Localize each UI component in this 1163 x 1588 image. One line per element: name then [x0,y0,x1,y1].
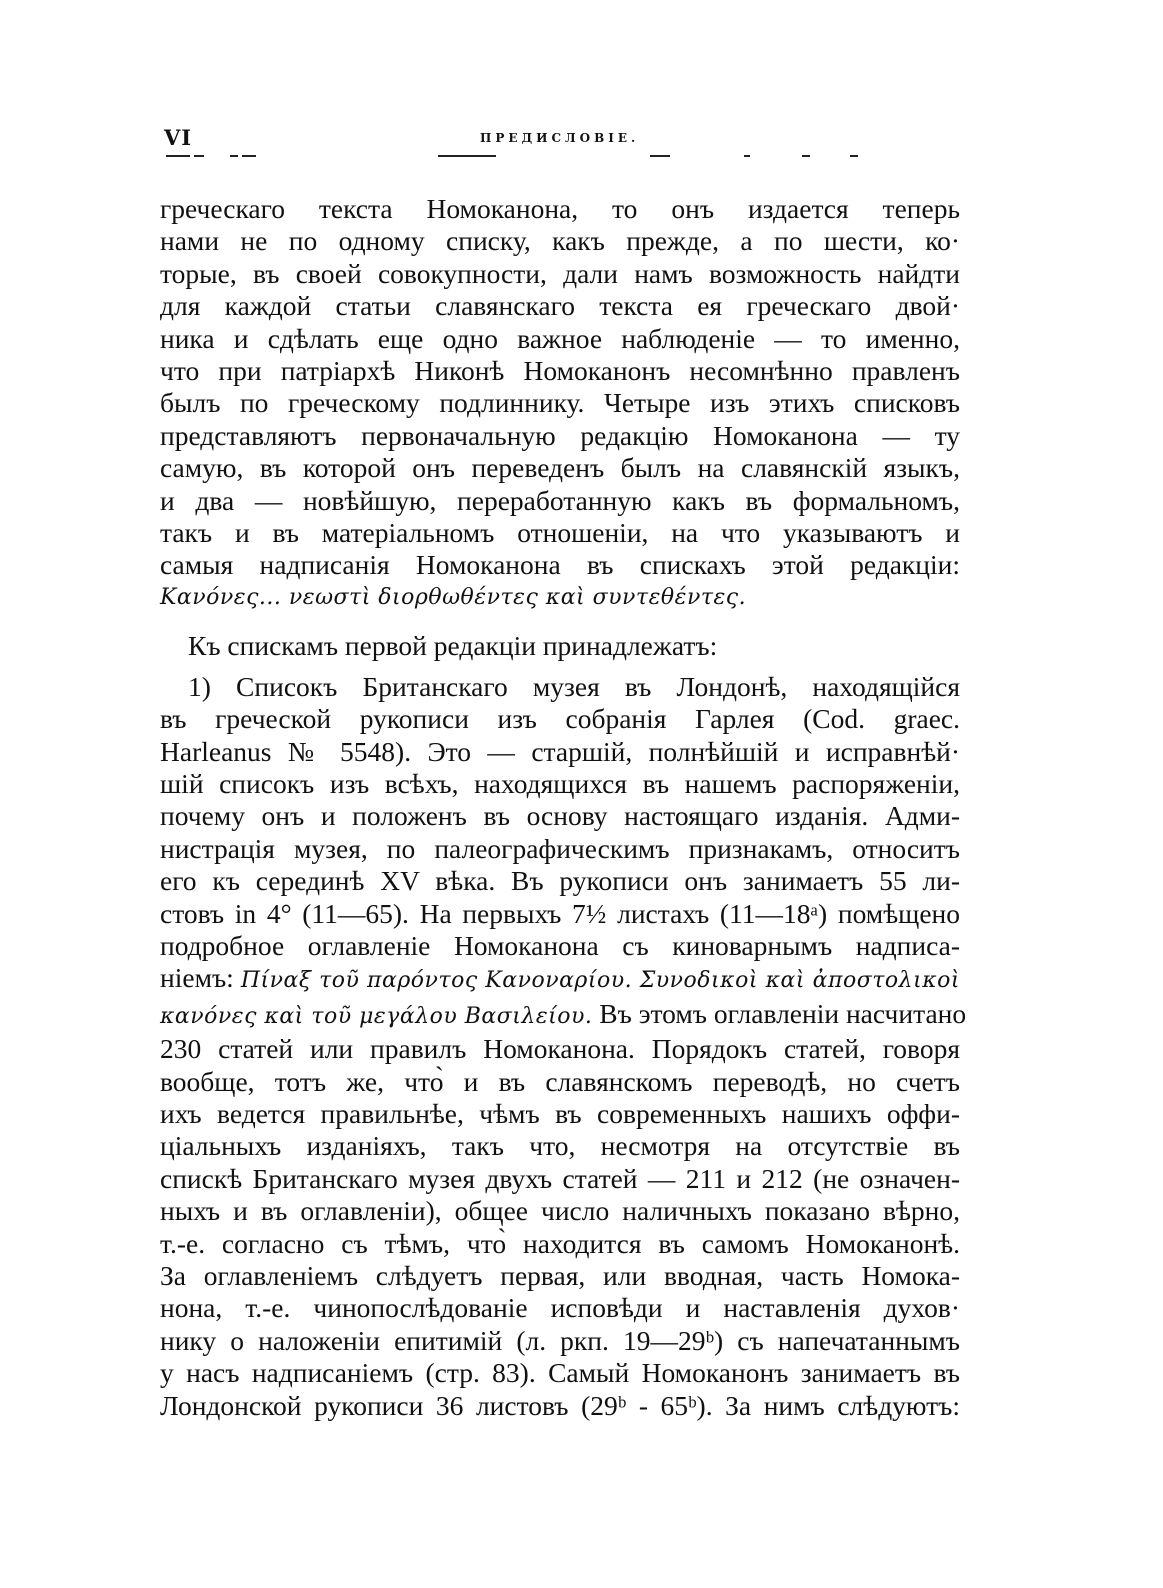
text-line: торые, въ своей совокупности, дали намъ возможность найдти [160,257,960,289]
mixed-line [160,997,967,1033]
mixed-line [160,962,960,997]
text-line: почему онъ и положенъ въ основу настоящаго изданія. Адми- [160,800,960,832]
text-line: подробное оглавленіе Номоканона съ киноварнымъ надписа- [160,929,960,961]
text-line: Къ спискамъ первой редакціи принадлежатъ: [188,630,718,662]
text-line: нами не по одному списку, какъ прежде, а по шести, ко· [160,225,960,257]
text-line: шій списокъ изъ всѣхъ, находящихся въ нашемъ распоряженіи, [160,767,960,799]
text-line: стовъ in 4° (11—65). На первыхъ 7½ листахъ (11—18ᵃ) помѣщено [160,897,960,929]
text-line: 1) Списокъ Британскаго музея въ Лондонѣ, находящійся [188,670,960,702]
paragraph-gap [160,614,960,630]
greek-title: Πίναξ τοῦ παρόντος Κανοναρίου. Συνοδικοὶ καὶ ἀποστολικοὶ [240,968,960,994]
paragraph-3 [160,670,967,1422]
text-line: и два — новѣйшую, переработанную какъ въ формальномъ, [160,484,960,516]
paragraph-1 [160,193,960,614]
running-title: ПРЕДИСЛОВІЕ. [480,131,640,145]
paragraph-2 [160,630,960,662]
text-line: самыя надписанія Номоканона въ спискахъ этой редакціи: [160,549,960,581]
book-page [160,125,967,1422]
text-line: нистрація музея, по палеографическимъ признакамъ, относитъ [160,832,960,864]
text-line: нона, т.-е. чинопослѣдованіе исповѣди и наставленія духов· [160,1292,960,1324]
text-line: спискѣ Британскаго музея двухъ статей — 211 и 212 (не означен- [160,1162,960,1194]
text-line: самую, въ которой онъ переведенъ былъ на славянскій языкъ, [160,452,960,484]
text-line: Harleanus № 5548). Это — старшій, полнѣйшій и исправнѣй· [160,735,960,767]
running-head [160,125,960,155]
text-line: ціальныхъ изданіяхъ, такъ что, несмотря на отсутствіе въ [160,1130,960,1162]
text-line: въ греческой рукописи изъ собранія Гарлея (Cod. graec. [160,703,960,735]
greek-quote: Κανόνες... νεωστὶ διορθωθέντες καὶ συντεθέντες. [160,584,747,610]
header-rule [160,155,960,161]
text-line: нику о наложеніи епитимій (л. ркп. 19—29ᵇ) съ напечатаннымъ [160,1324,960,1356]
body-text [160,193,967,1422]
text-line: греческаго текста Номоканона, то онъ издается теперь [160,193,960,224]
text-line: т.-е. согласно съ тѣмъ, что̀ находится въ самомъ Номоканонѣ. [160,1227,960,1259]
text-line: вообще, тотъ же, что̀ и въ славянскомъ переводѣ, но счетъ [160,1065,960,1097]
text-line: За оглавленіемъ слѣдуетъ первая, или вводная, часть Номока- [160,1260,960,1291]
text-line: 230 статей или правилъ Номоканона. Порядокъ статей, говоря [160,1033,960,1065]
text-line: представляютъ первоначальную редакцію Номоканона — ту [160,419,960,451]
text-line: Лондонской рукописи 36 листовъ (29ᵇ - 65ᵇ). За нимъ слѣдуютъ: [160,1389,960,1421]
text-line: ихъ ведется правильнѣе, чѣмъ въ современныхъ нашихъ оффи- [160,1097,960,1129]
text-line: его къ серединѣ XV вѣка. Въ рукописи онъ занимаетъ 55 ли- [160,865,960,897]
text-line: для каждой статьи славянскаго текста ея греческаго двой· [160,290,960,322]
text-fragment: ніемъ: [160,962,241,994]
text-line: такъ и въ матеріальномъ отношеніи, на что указываютъ и [160,517,960,549]
text-line: ника и сдѣлать еще одно важное наблюденіе — то именно, [160,322,960,354]
text-line: у насъ надписаніемъ (стр. 83). Самый Номоканонъ занимаетъ въ [160,1357,960,1389]
paragraph-gap [160,663,960,671]
text-line: что при патріархѣ Никонѣ Номоканонъ несомнѣнно правленъ [160,355,960,387]
text-fragment: Въ этомъ оглавленіи насчитано [592,997,967,1029]
page-number: VI [164,125,193,150]
greek-title: κανόνες καὶ τοῦ μεγάλου Βασιλείου. [160,1003,593,1029]
text-line: ныхъ и въ оглавленіи), общее число наличныхъ показано вѣрно, [160,1195,960,1227]
text-line: былъ по греческому подлиннику. Четыре изъ этихъ списковъ [160,387,960,419]
